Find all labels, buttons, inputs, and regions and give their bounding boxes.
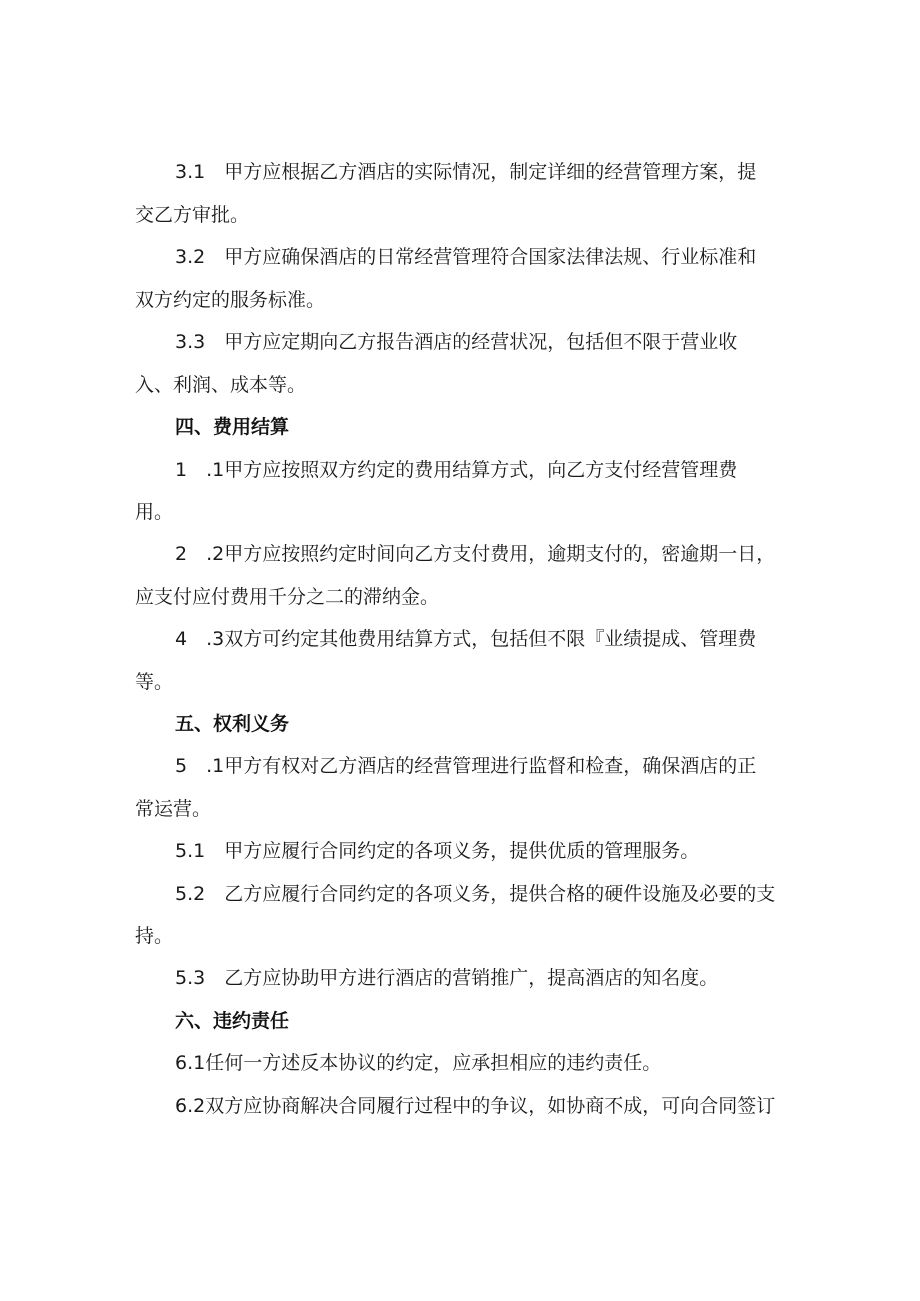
section-heading-breach: 六、违约责任	[175, 1010, 290, 1032]
section-heading-rights: 五、权利义务	[175, 713, 290, 735]
clause-4-3-line-1: 4 .3双方可约定其他费用结算方式，包括但不限『业绩提成、管理费	[175, 628, 757, 650]
clause-5-1: 5.1 甲方应履行合同约定的各项义务，提供优质的管理服务。	[175, 840, 700, 862]
clause-4-3-line-2: 等。	[135, 671, 174, 693]
clause-4-2-line-1: 2 .2甲方应按照约定时间向乙方支付费用，逾期支付的，密逾期一日，	[175, 543, 776, 565]
clause-3-2-line-1: 3.2 甲方应确保酒店的日常经营管理符合国家法律法规、行业标准和	[175, 246, 757, 268]
clause-5-2-line-1: 5.2 乙方应履行合同约定的各项义务，提供合格的硬件设施及必要的支	[175, 883, 776, 905]
clause-5-2-line-2: 持。	[135, 925, 174, 947]
clause-5-a-line-2: 常运营。	[135, 798, 212, 820]
clause-3-1-line-2: 交乙方审批。	[135, 204, 250, 226]
clause-3-3-line-2: 入、利润、成本等。	[135, 374, 307, 396]
clause-4-1-line-2: 用。	[135, 501, 174, 523]
clause-6-1: 6.1任何一方述反本协议的约定，应承担相应的违约责任。	[175, 1052, 662, 1074]
clause-3-3-line-1: 3.3 甲方应定期向乙方报告酒店的经营状况，包括但不限于营业收	[175, 331, 738, 353]
clause-6-2-line-1: 6.2双方应协商解决合同履行过程中的争议，如协商不成，可向合同签订	[175, 1095, 776, 1117]
clause-3-2-line-2: 双方约定的服务标准。	[135, 289, 326, 311]
clause-5-3: 5.3 乙方应协助甲方进行酒店的营销推广，提高酒店的知名度。	[175, 967, 719, 989]
clause-3-1-line-1: 3.1 甲方应根据乙方酒店的实际情况，制定详细的经营管理方案，提	[175, 161, 757, 183]
clause-4-1-line-1: 1 .1甲方应按照双方约定的费用结算方式，向乙方支付经营管理费	[175, 459, 738, 481]
section-heading-fees: 四、费用结算	[175, 416, 290, 438]
clause-4-2-line-2: 应支付应付费用千分之二的滞纳金。	[135, 586, 440, 608]
clause-5-a-line-1: 5 .1甲方有权对乙方酒店的经营管理进行监督和检查，确保酒店的正	[175, 755, 757, 777]
